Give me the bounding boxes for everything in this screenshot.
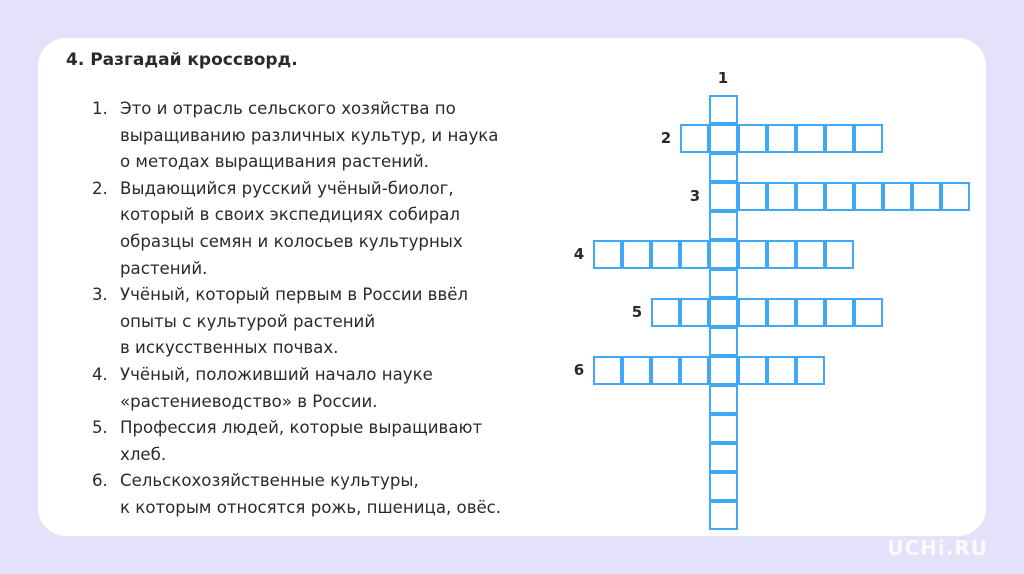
clue-text: Это и отрасль сельского хозяйства по выращиванию различных культур, и наука о методах выращивания растений. [120, 99, 499, 172]
clue-item [92, 96, 592, 176]
task-title: 4. Разгадай кроссворд. [66, 50, 298, 70]
crossword-number: 2 [660, 129, 672, 147]
clue-item [92, 282, 592, 362]
clue-item [92, 176, 592, 282]
clue-text: Сельскохозяйственные культуры, к которым относятся рожь, пшеница, овёс. [120, 471, 502, 517]
clue-number: 1. [92, 99, 108, 118]
clue-item [92, 362, 592, 415]
crossword-number: 1 [717, 69, 729, 87]
crossword-number: 3 [689, 187, 701, 205]
crossword-number: 5 [631, 303, 643, 321]
clue-number: 6. [92, 471, 108, 491]
clue-number: 4. [92, 364, 108, 384]
clue-list [92, 96, 592, 522]
clue-text: Профессия людей, которые выращивают хлеб. [120, 418, 483, 464]
crossword-number: 6 [573, 361, 585, 379]
clue-number: 5. [92, 418, 108, 438]
uchi-logo: UCHi.RU [887, 536, 988, 560]
clue-text: Учёный, который первым в России ввёл опыты с культурой растений в искусственных почвах. [120, 285, 469, 358]
crossword-number: 4 [573, 245, 585, 263]
clue-text: Учёный, положивший начало науке «растениеводство» в России. [120, 364, 433, 411]
clue-number: 2. [92, 178, 108, 198]
clue-text: Выдающийся русский учёный-биолог, который в своих экспедициях собирал образцы семян и колосьев культурных растений. [120, 178, 463, 278]
clue-item [92, 415, 592, 468]
clue-number: 3. [92, 285, 108, 305]
clue-item [92, 468, 592, 521]
